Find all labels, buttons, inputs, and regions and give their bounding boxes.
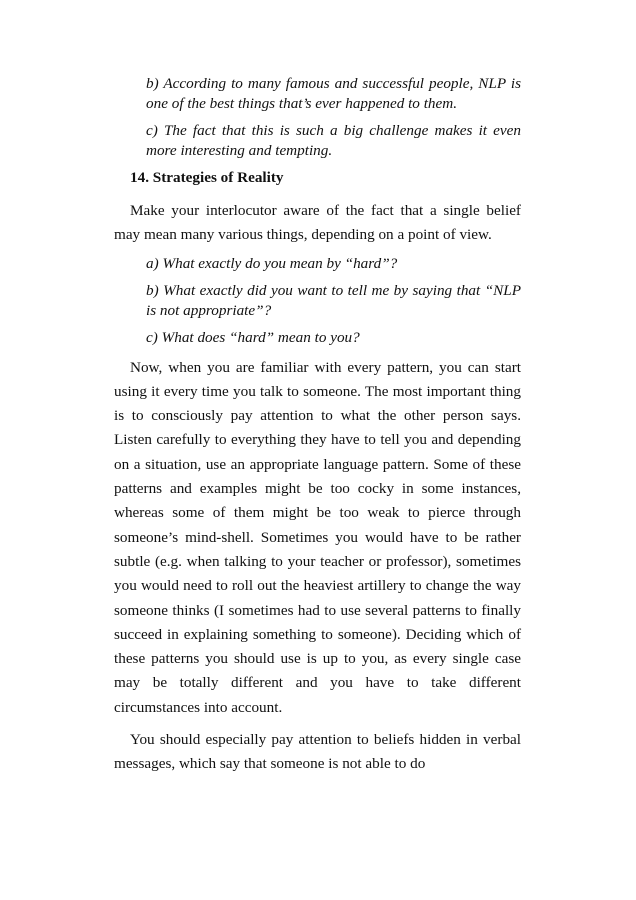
list-item: c) The fact that this is such a big challenge makes it even more interesting and tempting. (146, 122, 521, 159)
list-item: c) What does “hard” mean to you? (146, 329, 360, 347)
section-intro-paragraph: Make your interlocutor aware of the fact that a single belief may mean many various things, depending on a point of view. (114, 202, 521, 244)
body-paragraph: Now, when you are familiar with every pattern, you can start using it every time you talk to someone. The most important thing is to consciously pay attention to what the other person says. Listen carefully to everything they have to tell you and depending on a situation, use an appropriate language pattern. Some of these patterns and examples might be too cocky in some instances, whereas some of them might be too weak to pierce through someone’s mind-shell. Sometimes you would have to be rather subtle (e.g. when talking to your teacher or professor), sometimes you would need to roll out the heaviest artillery to change the way someone thinks (I sometimes had to use several patterns to finally succeed in explaining something to someone). Deciding which of these patterns you should use is up to you, as every single case may be totally different and you have to take different circumstances into account. (114, 358, 521, 716)
list-item: a) What exactly do you mean by “hard”? (146, 254, 398, 272)
section-heading: 14. Strategies of Reality (130, 169, 284, 186)
body-paragraph: You should especially pay attention to beliefs hidden in verbal messages, which say that someone is not able to do (114, 731, 521, 773)
list-item: b) What exactly did you want to tell me by saying that “NLP is not appropriate”? (146, 282, 521, 319)
list-item: b) According to many famous and successful people, NLP is one of the best things that’s ever happened to them. (146, 75, 521, 112)
document-page (114, 74, 521, 785)
